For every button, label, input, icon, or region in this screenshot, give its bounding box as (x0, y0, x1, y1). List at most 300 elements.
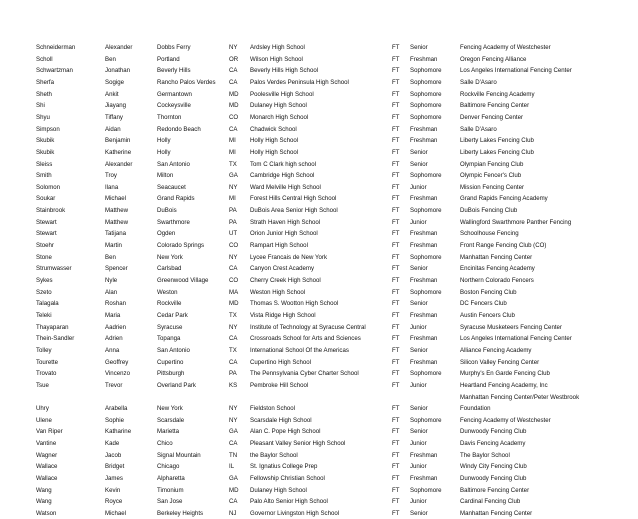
category-cell: FT (392, 265, 400, 273)
state-cell: UT (229, 230, 238, 238)
table-row (0, 147, 638, 158)
first-name-cell: Martin (105, 242, 122, 250)
club-cell: Davis Fencing Academy (460, 440, 526, 448)
table-row (0, 357, 638, 368)
table-row (0, 322, 638, 333)
school-cell: Dulaney High School (250, 102, 307, 110)
last-name-cell: Tourette (36, 358, 59, 366)
last-name-cell: Sheth (36, 90, 52, 98)
table-row (0, 438, 638, 449)
category-cell: FT (392, 125, 400, 133)
city-cell: Cupertino (157, 358, 184, 366)
year-cell: Senior (410, 300, 428, 308)
city-cell: Syracuse (157, 323, 183, 331)
last-name-cell: Sleiss (36, 160, 53, 168)
table-row (0, 170, 638, 181)
last-name-cell: Wang (36, 498, 52, 506)
city-cell: Chicago (157, 463, 180, 471)
school-cell: Alan C. Pope High School (250, 428, 321, 436)
city-cell: Swarthmore (157, 218, 190, 226)
year-cell: Sophomore (410, 67, 442, 75)
first-name-cell: Jonathan (105, 67, 131, 75)
year-cell: Senior (410, 160, 428, 168)
state-cell: CA (229, 125, 238, 133)
first-name-cell: Jacob (105, 451, 122, 459)
first-name-cell: Ankit (105, 90, 119, 98)
state-cell: MI (229, 137, 236, 145)
first-name-cell: James (105, 475, 123, 483)
last-name-cell: Stone (36, 253, 52, 261)
first-name-cell: Michael (105, 510, 126, 517)
school-cell: Monarch High School (250, 113, 309, 121)
year-cell: Sophomore (410, 78, 442, 86)
year-cell: Freshman (410, 335, 438, 343)
state-cell: NY (229, 44, 238, 51)
table-row (0, 217, 638, 228)
city-cell: Milton (157, 172, 174, 180)
city-cell: Scarsdale (157, 416, 185, 424)
year-cell: Freshman (410, 242, 438, 250)
school-cell: Strath Haven High School (250, 218, 321, 226)
city-cell: Alpharetta (157, 475, 185, 483)
club-cell: Boston Fencing Club (460, 288, 517, 296)
school-cell: Holly High School (250, 148, 299, 156)
state-cell: NY (229, 183, 238, 191)
year-cell: Sophomore (410, 416, 442, 424)
category-cell: FT (392, 358, 400, 366)
table-row (0, 473, 638, 484)
last-name-cell: Sykes (36, 277, 53, 284)
school-cell: Fieldston School (250, 405, 296, 413)
state-cell: CA (229, 440, 238, 448)
last-name-cell: Scholl (36, 55, 53, 63)
first-name-cell: Vincenzo (105, 370, 130, 378)
category-cell: FT (392, 242, 400, 250)
year-cell: Freshman (410, 230, 438, 238)
first-name-cell: Alan (105, 288, 118, 296)
school-cell: Beverly Hills High School (250, 67, 319, 75)
category-cell: FT (392, 195, 400, 203)
category-cell: FT (392, 44, 400, 51)
state-cell: CA (229, 335, 238, 343)
last-name-cell: Wang (36, 486, 52, 494)
city-cell: San Antonio (157, 346, 190, 354)
school-cell: the Baylor School (250, 451, 298, 459)
first-name-cell: Kevin (105, 486, 121, 494)
first-name-cell: Matthew (105, 218, 129, 226)
category-cell: FT (392, 253, 400, 261)
first-name-cell: Katharine (105, 428, 132, 436)
club-cell: Manhattan Fencing Center (460, 253, 533, 261)
first-name-cell: Aidan (105, 125, 121, 133)
club-cell: DuBois Fencing Club (460, 207, 518, 215)
first-name-cell: Katherine (105, 148, 132, 156)
last-name-cell: Talagala (36, 300, 59, 308)
last-name-cell: Shi (36, 102, 45, 110)
first-name-cell: Aadrien (105, 323, 127, 331)
city-cell: Topanga (157, 335, 181, 343)
first-name-cell: Alexander (105, 160, 133, 168)
category-cell: FT (392, 323, 400, 331)
state-cell: TX (229, 311, 237, 319)
school-cell: Holly High School (250, 137, 299, 145)
last-name-cell: Skubik (36, 148, 55, 156)
city-cell: San Antonio (157, 160, 190, 168)
school-cell: Tom C Clark high school (250, 160, 317, 168)
year-cell: Freshman (410, 475, 438, 483)
year-cell: Sophomore (410, 288, 442, 296)
first-name-cell: Royce (105, 498, 123, 506)
year-cell: Freshman (410, 125, 438, 133)
table-row (0, 310, 638, 321)
year-cell: Senior (410, 405, 428, 413)
year-cell: Freshman (410, 55, 438, 63)
year-cell: Junior (410, 183, 427, 191)
last-name-cell: Stoehr (36, 242, 54, 250)
year-cell: Sophomore (410, 90, 442, 98)
last-name-cell: Vantine (36, 440, 57, 448)
table-row (0, 450, 638, 461)
school-cell: Vista Ridge High School (250, 311, 316, 319)
club-cell: Fencing Academy of Westchester (460, 44, 551, 51)
state-cell: GA (229, 428, 238, 436)
state-cell: CA (229, 67, 238, 75)
school-cell: Canyon Crest Academy (250, 265, 315, 273)
first-name-cell: Sogige (105, 78, 124, 86)
state-cell: CO (229, 277, 239, 284)
table-row (0, 100, 638, 111)
club-cell: Liberty Lakes Fencing Club (460, 137, 534, 145)
club-cell: Mission Fencing Center (460, 183, 525, 191)
year-cell: Freshman (410, 451, 438, 459)
city-cell: Rockville (157, 300, 182, 308)
city-cell: Cockeysville (157, 102, 191, 110)
table-row (0, 240, 638, 251)
city-cell: Timonium (157, 486, 184, 494)
category-cell: FT (392, 370, 400, 378)
category-cell: FT (392, 346, 400, 354)
city-cell: Berkeley Heights (157, 510, 204, 517)
school-cell: Governor Livingston High School (250, 510, 340, 517)
state-cell: TX (229, 160, 237, 168)
category-cell: FT (392, 207, 400, 215)
category-cell: FT (392, 486, 400, 494)
state-cell: MD (229, 300, 239, 308)
first-name-cell: Michael (105, 195, 126, 203)
last-name-cell: Stainbrook (36, 207, 66, 215)
year-cell: Junior (410, 498, 427, 506)
first-name-cell: Matthew (105, 207, 129, 215)
state-cell: CA (229, 78, 238, 86)
first-name-cell: Tatijana (105, 230, 127, 238)
city-cell: Holly (157, 148, 171, 156)
category-cell: FT (392, 67, 400, 75)
first-name-cell: Tiffany (105, 113, 123, 121)
club-cell: Manhattan Fencing Center (460, 510, 533, 517)
last-name-cell: Thein-Sandler (36, 335, 75, 343)
club-cell: Foundation (460, 405, 491, 413)
school-cell: Cambridge High School (250, 172, 315, 180)
last-name-cell: Strumwasser (36, 265, 72, 273)
first-name-cell: Arabella (105, 405, 128, 413)
school-cell: DuBois Area Senior High School (250, 207, 338, 215)
year-cell: Junior (410, 323, 427, 331)
year-cell: Senior (410, 148, 428, 156)
table-row (0, 182, 638, 193)
table-row (0, 380, 638, 391)
state-cell: OR (229, 55, 239, 63)
year-cell: Sophomore (410, 486, 442, 494)
state-cell: CA (229, 358, 238, 366)
school-cell: Rampart High School (250, 242, 308, 250)
last-name-cell: Thayaparan (36, 323, 69, 331)
table-row (0, 508, 638, 519)
city-cell: Cedar Park (157, 311, 188, 319)
city-cell: Dobbs Ferry (157, 44, 191, 51)
category-cell: FT (392, 381, 400, 389)
state-cell: PA (229, 370, 237, 378)
table-row (0, 333, 638, 344)
school-cell: Chadwick School (250, 125, 297, 133)
table-row (0, 426, 638, 437)
table-row (0, 124, 638, 135)
table-row (0, 275, 638, 286)
city-cell: Chico (157, 440, 173, 448)
year-cell: Senior (410, 44, 428, 51)
club-cell: Baltimore Fencing Center (460, 486, 530, 494)
state-cell: IL (229, 463, 235, 471)
table-row (0, 263, 638, 274)
club-cell: Olympian Fencing Club (460, 160, 524, 168)
school-cell: Scarsdale High School (250, 416, 312, 424)
club-cell: Dunwoody Fencing Club (460, 475, 527, 483)
school-cell: Pleasant Valley Senior High School (250, 440, 346, 448)
school-cell: Fellowship Christian School (250, 475, 325, 483)
first-name-cell: Adrien (105, 335, 123, 343)
club-cell: Cardinal Fencing Club (460, 498, 521, 506)
category-cell: FT (392, 498, 400, 506)
table-row (0, 496, 638, 507)
table-row (0, 77, 638, 88)
table-row (0, 228, 638, 239)
year-cell: Senior (410, 510, 428, 517)
last-name-cell: Watson (36, 510, 57, 517)
last-name-cell: Uhry (36, 405, 49, 413)
state-cell: GA (229, 172, 238, 180)
category-cell: FT (392, 172, 400, 180)
city-cell: Carlsbad (157, 265, 182, 273)
club-cell: Austin Fencers Club (460, 311, 515, 319)
city-cell: Thornton (157, 113, 182, 121)
school-cell: Institute of Technology at Syracuse Central (250, 323, 366, 331)
year-cell: Senior (410, 428, 428, 436)
year-cell: Junior (410, 440, 427, 448)
club-cell: Front Range Fencing Club (CO) (460, 242, 547, 250)
category-cell: FT (392, 78, 400, 86)
table-row (0, 287, 638, 298)
city-cell: DuBois (157, 207, 177, 215)
state-cell: CA (229, 265, 238, 273)
city-cell: Pittsburgh (157, 370, 185, 378)
first-name-cell: Bridget (105, 463, 125, 471)
first-name-cell: Alexander (105, 44, 133, 51)
first-name-cell: Jiayang (105, 102, 127, 110)
club-cell: Murphy's En Garde Fencing Club (460, 370, 550, 378)
first-name-cell: Sophie (105, 416, 124, 424)
club-cell: Salle D'Asaro (460, 78, 497, 86)
first-name-cell: Ilana (105, 183, 119, 191)
category-cell: FT (392, 113, 400, 121)
school-cell: Weston High School (250, 288, 306, 296)
last-name-cell: Ulene (36, 416, 52, 424)
first-name-cell: Kade (105, 440, 120, 448)
state-cell: NJ (229, 510, 237, 517)
school-cell: Forest Hills Central High School (250, 195, 337, 203)
year-cell: Junior (410, 218, 427, 226)
school-cell: Orion Junior High School (250, 230, 318, 238)
category-cell: FT (392, 428, 400, 436)
first-name-cell: Geoffrey (105, 358, 129, 366)
city-cell: San Jose (157, 498, 183, 506)
city-cell: Grand Rapids (157, 195, 195, 203)
category-cell: FT (392, 311, 400, 319)
first-name-cell: Ben (105, 253, 116, 261)
city-cell: Seacaucet (157, 183, 186, 191)
category-cell: FT (392, 451, 400, 459)
last-name-cell: Van Riper (36, 428, 63, 436)
club-cell: Liberty Lakes Fencing Club (460, 148, 534, 156)
year-cell: Senior (410, 265, 428, 273)
state-cell: PA (229, 218, 237, 226)
state-cell: MD (229, 486, 239, 494)
school-cell: Palos Verdes Peninsula High School (250, 78, 349, 86)
school-cell: Dulaney High School (250, 486, 307, 494)
category-cell: FT (392, 230, 400, 238)
school-cell: International School Of the Americas (250, 346, 349, 354)
year-cell: Freshman (410, 195, 438, 203)
first-name-cell: Spencer (105, 265, 128, 273)
city-cell: Ogden (157, 230, 176, 238)
state-cell: KS (229, 381, 238, 389)
table-row (0, 89, 638, 100)
first-name-cell: Troy (105, 172, 117, 180)
state-cell: CO (229, 242, 239, 250)
last-name-cell: Stewart (36, 230, 57, 238)
school-cell: Palo Alto Senior High School (250, 498, 328, 506)
school-cell: Cherry Creek High School (250, 277, 321, 284)
year-cell: Freshman (410, 137, 438, 145)
year-cell: Freshman (410, 277, 438, 284)
school-cell: Cupertino High School (250, 358, 311, 366)
city-cell: Holly (157, 137, 171, 145)
city-cell: Overland Park (157, 381, 196, 389)
school-cell: Wilson High School (250, 55, 303, 63)
year-cell: Junior (410, 463, 427, 471)
table-row (0, 345, 638, 356)
table-row (0, 193, 638, 204)
club-cell: Wallingford Swarthmore Panther Fencing (460, 218, 572, 226)
state-cell: CO (229, 113, 239, 121)
last-name-cell: Skubik (36, 137, 55, 145)
table-row (0, 368, 638, 379)
category-cell: FT (392, 475, 400, 483)
school-cell: Thomas S. Wootton High School (250, 300, 339, 308)
school-cell: The Pennsylvania Cyber Charter School (250, 370, 359, 378)
last-name-cell: Shyu (36, 113, 50, 121)
state-cell: NY (229, 405, 238, 413)
state-cell: GA (229, 475, 238, 483)
last-name-cell: Soukar (36, 195, 56, 203)
state-cell: TN (229, 451, 238, 459)
city-cell: Germantown (157, 90, 192, 98)
year-cell: Sophomore (410, 113, 442, 121)
club-cell: Oregon Fencing Alliance (460, 55, 527, 63)
category-cell: FT (392, 405, 400, 413)
category-cell: FT (392, 416, 400, 424)
club-cell: Los Angeles International Fencing Center (460, 67, 572, 75)
state-cell: MA (229, 288, 239, 296)
club-cell: Dunwoody Fencing Club (460, 428, 527, 436)
last-name-cell: Tsue (36, 381, 49, 389)
city-cell: Marietta (157, 428, 180, 436)
table-row (0, 415, 638, 426)
category-cell: FT (392, 90, 400, 98)
year-cell: Sophomore (410, 253, 442, 261)
table-row (0, 112, 638, 123)
category-cell: FT (392, 218, 400, 226)
first-name-cell: Anna (105, 346, 120, 354)
category-cell: FT (392, 288, 400, 296)
first-name-cell: Ben (105, 55, 116, 63)
school-cell: Lycee Francais de New York (250, 253, 328, 261)
year-cell: Senior (410, 346, 428, 354)
table-row (0, 252, 638, 263)
school-cell: Crossroads School for Arts and Sciences (250, 335, 361, 343)
table-row (0, 485, 638, 496)
club-cell: Alliance Fencing Academy (460, 346, 532, 354)
category-cell: FT (392, 300, 400, 308)
club-cell: Syracuse Musketeers Fencing Center (460, 323, 562, 331)
club-cell: Denver Fencing Center (460, 113, 523, 121)
last-name-cell: Wallace (36, 475, 58, 483)
school-cell: Poolesville High School (250, 90, 314, 98)
first-name-cell: Roshan (105, 300, 127, 308)
year-cell: Sophomore (410, 370, 442, 378)
table-row (0, 135, 638, 146)
club-cell: Los Angeles International Fencing Center (460, 335, 572, 343)
category-cell: FT (392, 148, 400, 156)
table-row (0, 159, 638, 170)
city-cell: Weston (157, 288, 178, 296)
city-cell: Rancho Palos Verdes (157, 78, 216, 86)
club-cell: Manhattan Fencing Center/Peter Westbrook (460, 393, 580, 401)
last-name-cell: Szeto (36, 288, 52, 296)
table-row (0, 392, 638, 403)
state-cell: MI (229, 148, 236, 156)
category-cell: FT (392, 510, 400, 517)
club-cell: Olympic Fencer's Club (460, 172, 522, 180)
year-cell: Sophomore (410, 172, 442, 180)
state-cell: NY (229, 416, 238, 424)
last-name-cell: Smith (36, 172, 52, 180)
year-cell: Freshman (410, 311, 438, 319)
city-cell: Portland (157, 55, 180, 63)
club-cell: Windy City Fencing Club (460, 463, 527, 471)
club-cell: Baltimore Fencing Center (460, 102, 530, 110)
club-cell: Fencing Academy of Westchester (460, 416, 551, 424)
city-cell: New York (157, 253, 183, 261)
last-name-cell: Sherfa (36, 78, 54, 86)
